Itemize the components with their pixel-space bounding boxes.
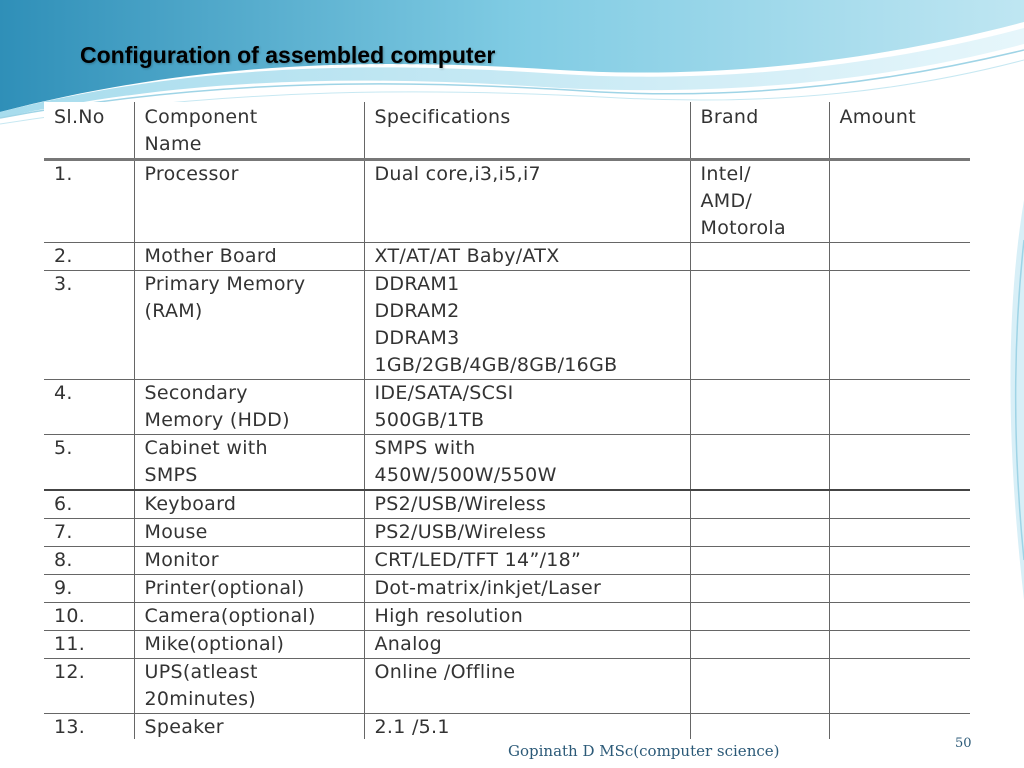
table-row xyxy=(44,547,970,575)
cell-specifications xyxy=(364,631,690,659)
cell-amount xyxy=(829,490,970,519)
table-row xyxy=(44,160,970,243)
side-wave-decoration xyxy=(984,200,1024,600)
table-row xyxy=(44,659,970,714)
cell-text: Intel/ xyxy=(700,163,751,185)
cell-amount xyxy=(829,243,970,271)
table-row xyxy=(44,631,970,659)
header-sl-no xyxy=(44,102,134,160)
header-amount xyxy=(829,102,970,160)
cell-text: IDE/SATA/SCSI xyxy=(374,382,514,404)
cell-text: Memory (HDD) xyxy=(144,409,290,431)
configuration-table-container xyxy=(44,102,970,739)
cell-sl-no xyxy=(44,160,134,243)
cell-text: 1GB/2GB/4GB/8GB/16GB xyxy=(374,354,618,376)
table-row xyxy=(44,271,970,380)
cell-specifications xyxy=(364,243,690,271)
table-row xyxy=(44,714,970,740)
cell-text: 2. xyxy=(54,245,73,267)
cell-brand xyxy=(690,160,829,243)
cell-specifications xyxy=(364,160,690,243)
cell-text: Dot-matrix/inkjet/Laser xyxy=(374,577,602,599)
cell-text: 9. xyxy=(54,577,73,599)
cell-text: AMD/ xyxy=(700,190,753,212)
cell-text: 12. xyxy=(54,661,86,683)
cell-sl-no xyxy=(44,603,134,631)
cell-amount xyxy=(829,603,970,631)
configuration-table xyxy=(44,102,970,739)
cell-component-name xyxy=(134,659,364,714)
header-specifications xyxy=(364,102,690,160)
cell-text: Amount xyxy=(839,106,916,128)
cell-text: Processor xyxy=(144,163,239,185)
cell-specifications xyxy=(364,714,690,740)
cell-brand xyxy=(690,243,829,271)
cell-sl-no xyxy=(44,380,134,435)
cell-amount xyxy=(829,631,970,659)
footer-author: Gopinath D MSc(computer science) xyxy=(508,742,780,760)
cell-text: DDRAM1 xyxy=(374,273,460,295)
cell-text: Mike(optional) xyxy=(144,633,285,655)
cell-component-name xyxy=(134,603,364,631)
cell-specifications xyxy=(364,490,690,519)
cell-amount xyxy=(829,714,970,740)
cell-text: CRT/LED/TFT 14”/18” xyxy=(374,549,582,571)
cell-text: 5. xyxy=(54,437,73,459)
cell-text: Camera(optional) xyxy=(144,605,316,627)
cell-specifications xyxy=(364,575,690,603)
cell-component-name xyxy=(134,435,364,491)
cell-text: Dual core,i3,i5,i7 xyxy=(374,163,541,185)
cell-text: Mouse xyxy=(144,521,208,543)
cell-text: (RAM) xyxy=(144,300,203,322)
cell-text: 1. xyxy=(54,163,73,185)
table-row xyxy=(44,603,970,631)
cell-sl-no xyxy=(44,490,134,519)
cell-text: Mother Board xyxy=(144,245,277,267)
cell-specifications xyxy=(364,435,690,491)
cell-text: Monitor xyxy=(144,549,219,571)
cell-component-name xyxy=(134,243,364,271)
cell-text: SMPS xyxy=(144,464,198,486)
cell-brand xyxy=(690,435,829,491)
cell-brand xyxy=(690,380,829,435)
cell-text: 450W/500W/550W xyxy=(374,464,557,486)
cell-specifications xyxy=(364,547,690,575)
cell-text: Printer(optional) xyxy=(144,577,305,599)
table-row xyxy=(44,380,970,435)
slide-title: Configuration of assembled computer xyxy=(80,42,496,68)
cell-specifications xyxy=(364,659,690,714)
cell-text: Primary Memory xyxy=(144,273,306,295)
cell-amount xyxy=(829,271,970,380)
cell-component-name xyxy=(134,380,364,435)
cell-text: UPS(atleast xyxy=(144,661,258,683)
cell-text: Speaker xyxy=(144,716,224,738)
cell-text: Online /Offline xyxy=(374,661,516,683)
cell-text: 6. xyxy=(54,493,73,515)
table-row xyxy=(44,435,970,491)
cell-brand xyxy=(690,575,829,603)
cell-text: 11. xyxy=(54,633,86,655)
cell-brand xyxy=(690,490,829,519)
cell-specifications xyxy=(364,271,690,380)
cell-amount xyxy=(829,547,970,575)
header-component-name xyxy=(134,102,364,160)
cell-text: 10. xyxy=(54,605,86,627)
cell-amount xyxy=(829,659,970,714)
cell-component-name xyxy=(134,519,364,547)
table-row xyxy=(44,243,970,271)
cell-brand xyxy=(690,631,829,659)
table-row xyxy=(44,519,970,547)
cell-text: 13. xyxy=(54,716,86,738)
cell-amount xyxy=(829,435,970,491)
cell-text: High resolution xyxy=(374,605,524,627)
cell-amount xyxy=(829,519,970,547)
cell-text: XT/AT/AT Baby/ATX xyxy=(374,245,560,267)
cell-text: DDRAM3 xyxy=(374,327,460,349)
cell-brand xyxy=(690,547,829,575)
cell-sl-no xyxy=(44,659,134,714)
table-row xyxy=(44,575,970,603)
cell-sl-no xyxy=(44,243,134,271)
table-body xyxy=(44,160,970,740)
cell-text: Motorola xyxy=(700,217,786,239)
cell-specifications xyxy=(364,380,690,435)
cell-text: SMPS with xyxy=(374,437,476,459)
cell-brand xyxy=(690,519,829,547)
cell-text: Cabinet with xyxy=(144,437,268,459)
cell-text: Name xyxy=(144,133,202,155)
cell-text: 2.1 /5.1 xyxy=(374,716,450,738)
cell-text: Keyboard xyxy=(144,493,237,515)
cell-sl-no xyxy=(44,271,134,380)
cell-brand xyxy=(690,603,829,631)
cell-component-name xyxy=(134,271,364,380)
cell-text: Brand xyxy=(700,106,759,128)
cell-specifications xyxy=(364,519,690,547)
cell-sl-no xyxy=(44,631,134,659)
cell-sl-no xyxy=(44,575,134,603)
cell-text: DDRAM2 xyxy=(374,300,460,322)
table-row xyxy=(44,490,970,519)
cell-text: 20minutes) xyxy=(144,688,256,710)
cell-text: Specifications xyxy=(374,106,511,128)
cell-component-name xyxy=(134,490,364,519)
cell-text: PS2/USB/Wireless xyxy=(374,521,547,543)
cell-sl-no xyxy=(44,714,134,740)
cell-amount xyxy=(829,160,970,243)
page-number: 50 xyxy=(955,736,972,751)
cell-sl-no xyxy=(44,547,134,575)
cell-text: 4. xyxy=(54,382,73,404)
cell-component-name xyxy=(134,714,364,740)
header-brand xyxy=(690,102,829,160)
cell-text: 3. xyxy=(54,273,73,295)
cell-sl-no xyxy=(44,519,134,547)
cell-text: Analog xyxy=(374,633,442,655)
cell-brand xyxy=(690,714,829,740)
cell-amount xyxy=(829,380,970,435)
table-header-row xyxy=(44,102,970,160)
cell-text: Sl.No xyxy=(54,106,105,128)
cell-text: 500GB/1TB xyxy=(374,409,485,431)
cell-text: 7. xyxy=(54,521,73,543)
cell-component-name xyxy=(134,547,364,575)
cell-text: Secondary xyxy=(144,382,248,404)
cell-component-name xyxy=(134,160,364,243)
cell-amount xyxy=(829,575,970,603)
cell-specifications xyxy=(364,603,690,631)
cell-brand xyxy=(690,659,829,714)
cell-component-name xyxy=(134,631,364,659)
cell-brand xyxy=(690,271,829,380)
cell-sl-no xyxy=(44,435,134,491)
cell-text: PS2/USB/Wireless xyxy=(374,493,547,515)
cell-text: Component xyxy=(144,106,258,128)
cell-text: 8. xyxy=(54,549,73,571)
cell-component-name xyxy=(134,575,364,603)
